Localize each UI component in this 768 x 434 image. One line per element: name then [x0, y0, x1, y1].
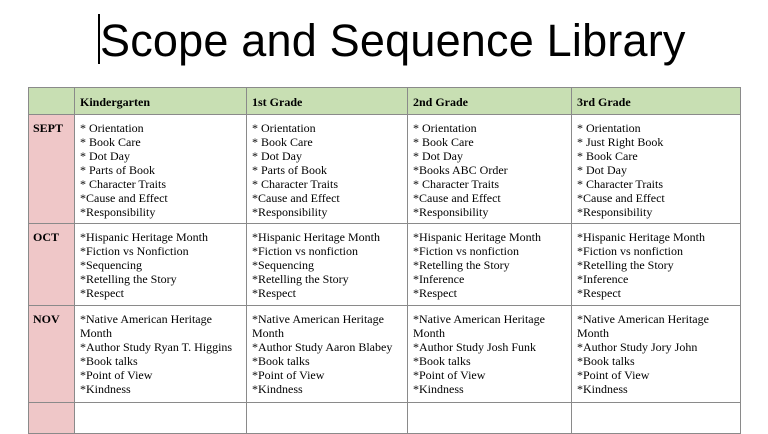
list-item: * Orientation: [80, 121, 144, 135]
list-item: *Point of View: [577, 368, 650, 382]
header-3rd-grade[interactable]: 3rd Grade: [572, 88, 741, 115]
list-item: *Point of View: [413, 368, 486, 382]
month-label-partial[interactable]: [29, 403, 75, 434]
corner-cell: [29, 88, 75, 115]
list-item: *Author Study Jory John: [577, 340, 698, 354]
list-item: * Parts of Book: [80, 163, 155, 177]
list-item: *Fiction vs Nonfiction: [80, 244, 189, 258]
list-item: *Hispanic Heritage Month: [252, 230, 380, 244]
list-item: *Respect: [252, 286, 296, 300]
list-item: * Orientation: [252, 121, 316, 135]
list-item: *Responsibility: [252, 205, 328, 219]
list-item: *Cause and Effect: [577, 191, 665, 205]
list-item: *Inference: [413, 272, 465, 286]
list-item: *Hispanic Heritage Month: [413, 230, 541, 244]
cell-partial[interactable]: [408, 403, 572, 434]
list-item: * Book Care: [252, 135, 313, 149]
list-item: *Books ABC Order: [413, 163, 508, 177]
list-item: *Point of View: [252, 368, 325, 382]
list-item: * Book Care: [577, 149, 638, 163]
list-item: * Book Care: [413, 135, 474, 149]
cell-oct-kindergarten[interactable]: [75, 224, 247, 306]
month-label-sept[interactable]: SEPT: [29, 115, 75, 224]
list-item: *Respect: [577, 286, 621, 300]
list-item: *Fiction vs nonfiction: [413, 244, 519, 258]
list-item: * Dot Day: [577, 163, 627, 177]
list-item: *Author Study Josh Funk: [413, 340, 537, 354]
list-item: *Book talks: [80, 354, 138, 368]
list-item: *Native American Heritage Month: [80, 312, 212, 340]
list-item: *Hispanic Heritage Month: [577, 230, 705, 244]
list-item: *Respect: [80, 286, 124, 300]
list-item: *Book talks: [252, 354, 310, 368]
list-item: * Dot Day: [252, 149, 302, 163]
list-item: * Character Traits: [577, 177, 663, 191]
list-item: *Responsibility: [577, 205, 653, 219]
list-item: *Native American Heritage Month: [577, 312, 709, 340]
cell-sept-kindergarten[interactable]: [75, 115, 247, 224]
cell-sept-2nd-grade[interactable]: [408, 115, 572, 224]
scope-sequence-table: [28, 87, 741, 434]
list-item: *Author Study Ryan T. Higgins: [80, 340, 233, 354]
cell-partial[interactable]: [247, 403, 408, 434]
list-item: *Inference: [577, 272, 629, 286]
list-item: *Retelling the Story: [413, 258, 510, 272]
cell-partial[interactable]: [75, 403, 247, 434]
header-1st-grade[interactable]: 1st Grade: [247, 88, 408, 115]
cell-sept-1st-grade[interactable]: [247, 115, 408, 224]
list-item: * Book Care: [80, 135, 141, 149]
list-item: *Kindness: [80, 382, 131, 396]
list-item: *Fiction vs nonfiction: [577, 244, 683, 258]
table-row-partial: [29, 403, 741, 434]
list-item: * Character Traits: [252, 177, 338, 191]
list-item: * Orientation: [577, 121, 641, 135]
list-item: *Book talks: [577, 354, 635, 368]
list-item: *Sequencing: [80, 258, 142, 272]
page-title[interactable]: Scope and Sequence Library: [100, 15, 686, 66]
list-item: *Retelling the Story: [80, 272, 177, 286]
list-item: *Sequencing: [252, 258, 314, 272]
list-item: * Dot Day: [413, 149, 463, 163]
list-item: *Kindness: [577, 382, 628, 396]
month-label-oct[interactable]: OCT: [29, 224, 75, 306]
list-item: * Parts of Book: [252, 163, 327, 177]
cell-oct-3rd-grade[interactable]: [572, 224, 741, 306]
cell-nov-2nd-grade[interactable]: [408, 306, 572, 403]
list-item: *Native American Heritage Month: [252, 312, 384, 340]
list-item: * Character Traits: [413, 177, 499, 191]
cell-nov-1st-grade[interactable]: [247, 306, 408, 403]
list-item: *Responsibility: [413, 205, 489, 219]
table-row-sept: [29, 115, 741, 224]
list-item: *Fiction vs nonfiction: [252, 244, 358, 258]
month-label-nov[interactable]: NOV: [29, 306, 75, 403]
list-item: *Point of View: [80, 368, 153, 382]
cell-sept-3rd-grade[interactable]: [572, 115, 741, 224]
header-row: [29, 88, 741, 115]
list-item: *Retelling the Story: [252, 272, 349, 286]
cell-nov-kindergarten[interactable]: [75, 306, 247, 403]
list-item: *Author Study Aaron Blabey: [252, 340, 393, 354]
table-row-oct: [29, 224, 741, 306]
cell-oct-1st-grade[interactable]: [247, 224, 408, 306]
list-item: *Respect: [413, 286, 457, 300]
list-item: * Dot Day: [80, 149, 130, 163]
header-kindergarten[interactable]: Kindergarten: [75, 88, 247, 115]
list-item: * Character Traits: [80, 177, 166, 191]
cell-nov-3rd-grade[interactable]: [572, 306, 741, 403]
list-item: * Orientation: [413, 121, 477, 135]
list-item: * Just Right Book: [577, 135, 664, 149]
header-2nd-grade[interactable]: 2nd Grade: [408, 88, 572, 115]
list-item: *Cause and Effect: [80, 191, 168, 205]
table-row-nov: [29, 306, 741, 403]
list-item: *Native American Heritage Month: [413, 312, 545, 340]
cell-partial[interactable]: [572, 403, 741, 434]
cell-oct-2nd-grade[interactable]: [408, 224, 572, 306]
list-item: *Book talks: [413, 354, 471, 368]
list-item: *Kindness: [252, 382, 303, 396]
list-item: *Cause and Effect: [413, 191, 501, 205]
list-item: *Kindness: [413, 382, 464, 396]
list-item: *Cause and Effect: [252, 191, 340, 205]
list-item: *Retelling the Story: [577, 258, 674, 272]
list-item: *Hispanic Heritage Month: [80, 230, 208, 244]
list-item: *Responsibility: [80, 205, 156, 219]
